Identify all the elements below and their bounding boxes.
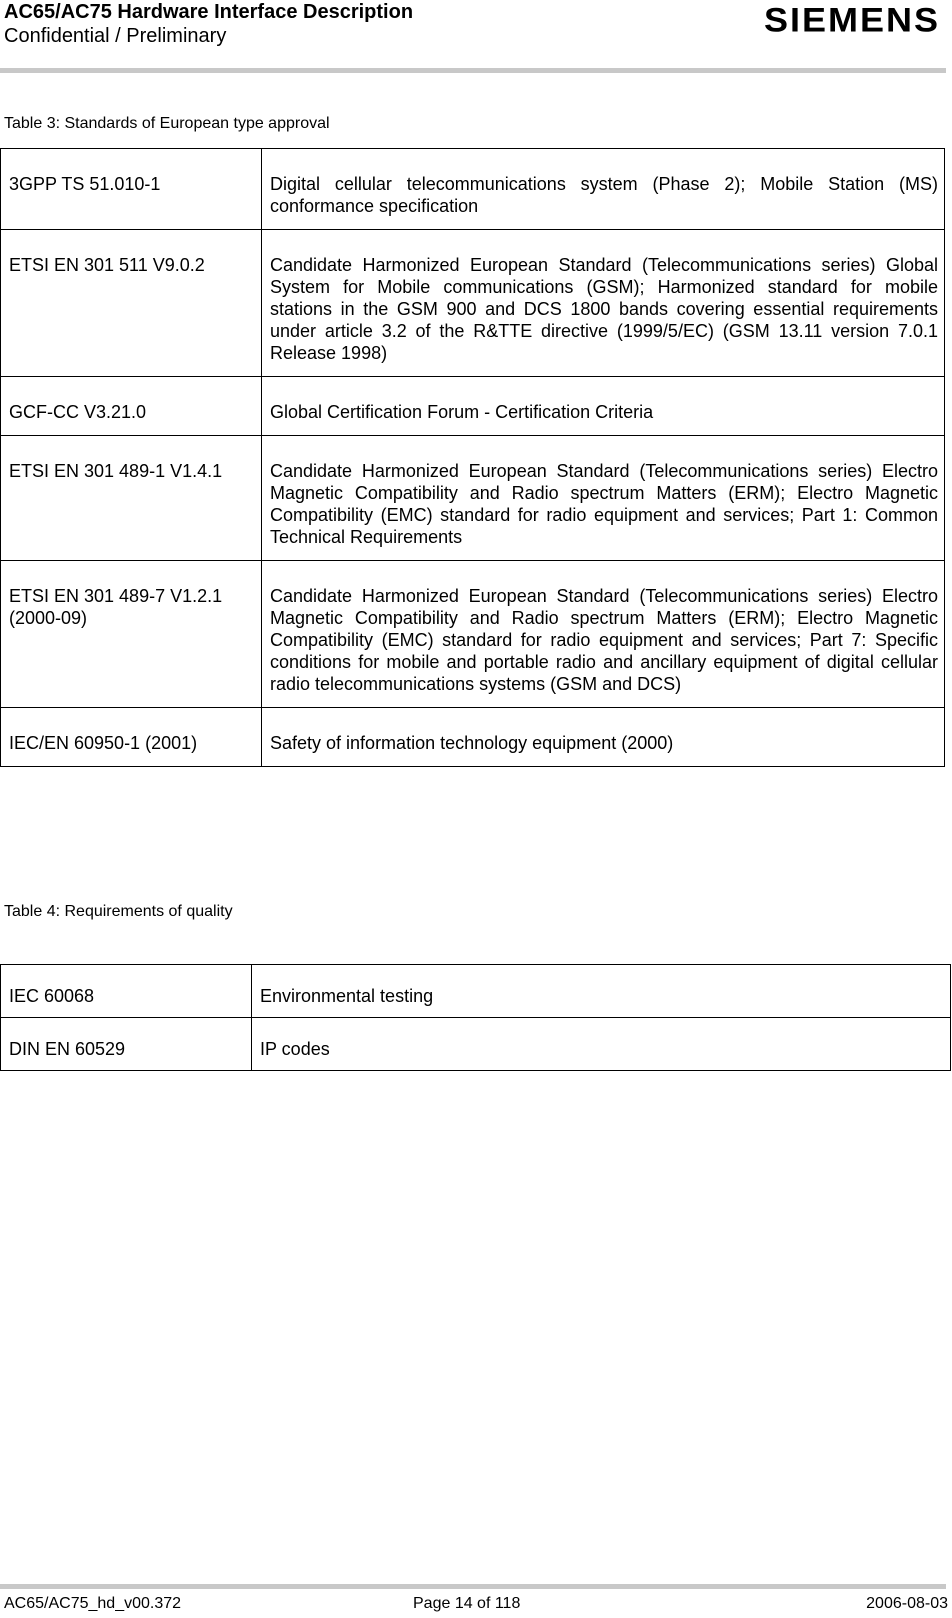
standard-cell: 3GPP TS 51.010-1	[1, 149, 262, 230]
standard-cell: DIN EN 60529	[1, 1018, 252, 1071]
header-divider	[0, 68, 946, 73]
footer-divider	[0, 1584, 946, 1589]
description-cell: Digital cellular telecommunications system (Phase 2); Mobile Station (MS) conformance specification	[262, 149, 945, 230]
standard-cell: ETSI EN 301 489-1 V1.4.1	[1, 436, 262, 561]
table-row	[1, 149, 945, 230]
table-row	[1, 1018, 951, 1071]
table-4-requirements-of-quality	[0, 964, 951, 1071]
description-cell: IP codes	[252, 1018, 951, 1071]
standard-cell: IEC 60068	[1, 965, 252, 1018]
description-cell: Candidate Harmonized European Standard (Telecommunications series) Electro Magnetic Compatibility and Radio spectrum Matters (ERM); Electro Magnetic Compatibility (EMC) standard for radio equipment and services; Part 1: Common Technical Requirements	[262, 436, 945, 561]
description-cell: Environmental testing	[252, 965, 951, 1018]
table-row	[1, 561, 945, 708]
page-footer	[0, 1594, 952, 1616]
siemens-logo: SIEMENS	[763, 0, 940, 40]
table-row	[1, 436, 945, 561]
footer-date: 2006-08-03	[866, 1595, 948, 1612]
document-subtitle: Confidential / Preliminary	[4, 25, 227, 47]
table-row	[1, 230, 945, 377]
description-cell: Global Certification Forum - Certification Criteria	[262, 377, 945, 436]
standard-cell: ETSI EN 301 489-7 V1.2.1 (2000-09)	[1, 561, 262, 708]
document-title: AC65/AC75 Hardware Interface Description	[4, 1, 414, 23]
table-row	[1, 708, 945, 767]
standard-cell: ETSI EN 301 511 V9.0.2	[1, 230, 262, 377]
table-row	[1, 965, 951, 1018]
footer-page-number: Page 14 of 118	[413, 1595, 521, 1612]
footer-doc-id: AC65/AC75_hd_v00.372	[4, 1595, 182, 1612]
description-cell: Candidate Harmonized European Standard (Telecommunications series) Electro Magnetic Compatibility and Radio spectrum Matters (ERM); Electro Magnetic Compatibility (EMC) standard for radio equipment and services; Part 7: Specific conditions for mobile and portable radio and ancillary equipment of digital cellular radio telecommunications systems (GSM and DCS)	[262, 561, 945, 708]
table-3-caption: Table 3: Standards of European type approval	[4, 115, 330, 132]
table-3-european-type-approval	[0, 148, 945, 767]
standard-cell: IEC/EN 60950-1 (2001)	[1, 708, 262, 767]
description-cell: Candidate Harmonized European Standard (Telecommunications series) Global System for Mobile communications (GSM); Harmonized standard for mobile stations in the GSM 900 and DCS 1800 bands covering essential requirements under article 3.2 of the R&TTE directive (1999/5/EC) (GSM 13.11 version 7.0.1 Release 1998)	[262, 230, 945, 377]
table-4-caption: Table 4: Requirements of quality	[4, 903, 233, 920]
table-row	[1, 377, 945, 436]
description-cell: Safety of information technology equipment (2000)	[262, 708, 945, 767]
standard-cell: GCF-CC V3.21.0	[1, 377, 262, 436]
